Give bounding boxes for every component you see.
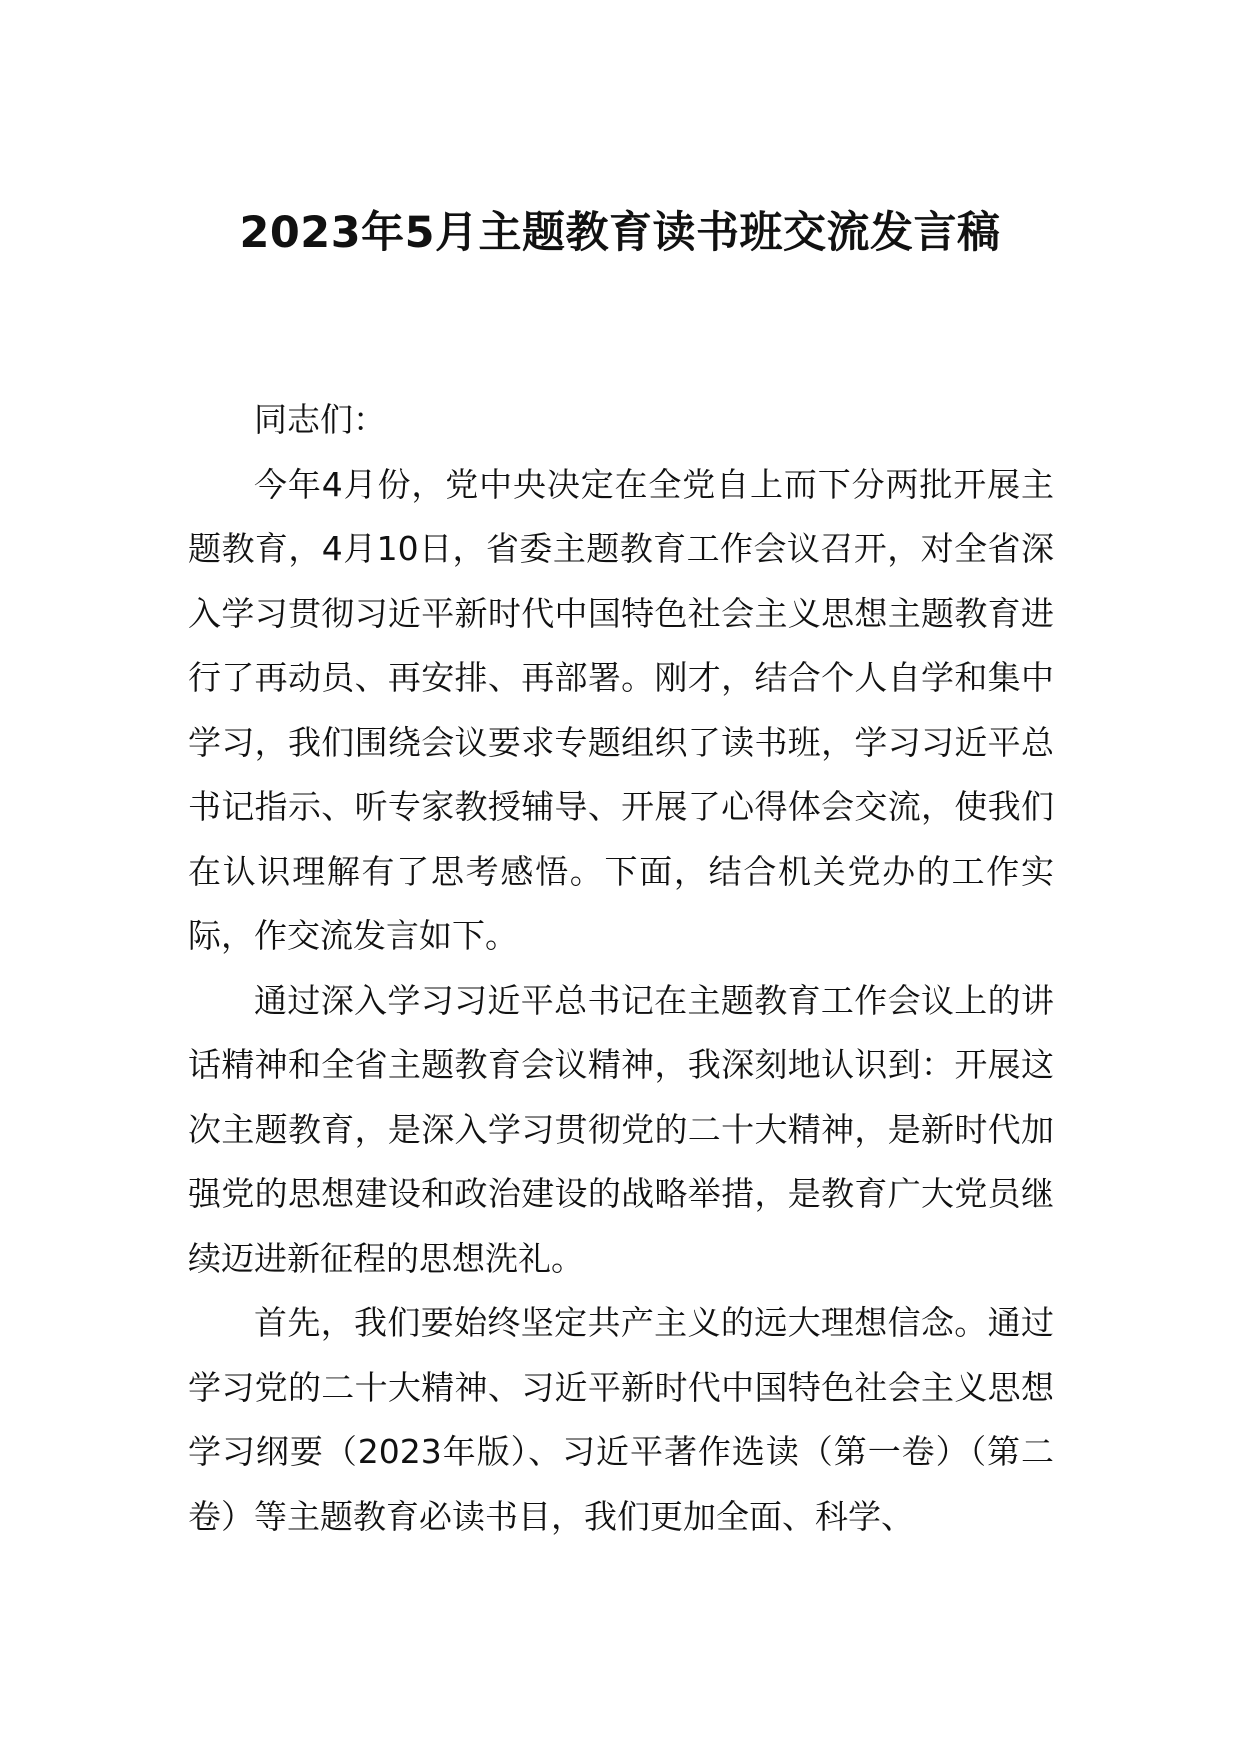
- understanding-paragraph: 通过深入学习习近平总书记在主题教育工作会议上的讲话精神和全省主题教育会议精神，我深刻地认识到：开展这次主题教育，是深入学习贯彻党的二十大精神，是新时代加强党的思想建设和政治建设的战略举措，是教育广大党员继续迈进新征程的思想洗礼。: [188, 980, 1054, 1278]
- document-title: 2023年5月主题教育读书班交流发言稿: [239, 208, 1001, 258]
- salutation-paragraph: 同志们：: [254, 400, 386, 439]
- document-body: [188, 388, 1054, 1549]
- intro-paragraph: 今年4月份，党中央决定在全党自上而下分两批开展主题教育，4月10日，省委主题教育工作会议召开，对全省深入学习贯彻习近平新时代中国特色社会主义思想主题教育进行了再动员、再安排、再部署。刚才，结合个人自学和集中学习，我们围绕会议要求专题组织了读书班，学习习近平总书记指示、听专家教授辅导、开展了心得体会交流，使我们在认识理解有了思考感悟。下面，结合机关党办的工作实际，作交流发言如下。: [188, 464, 1054, 955]
- first-point-paragraph: 首先，我们要始终坚定共产主义的远大理想信念。通过学习党的二十大精神、习近平新时代中国特色社会主义思想学习纲要（2023年版）、习近平著作选读（第一卷）（第二卷）等主题教育必读书目，我们更加全面、科学、: [188, 1303, 1054, 1536]
